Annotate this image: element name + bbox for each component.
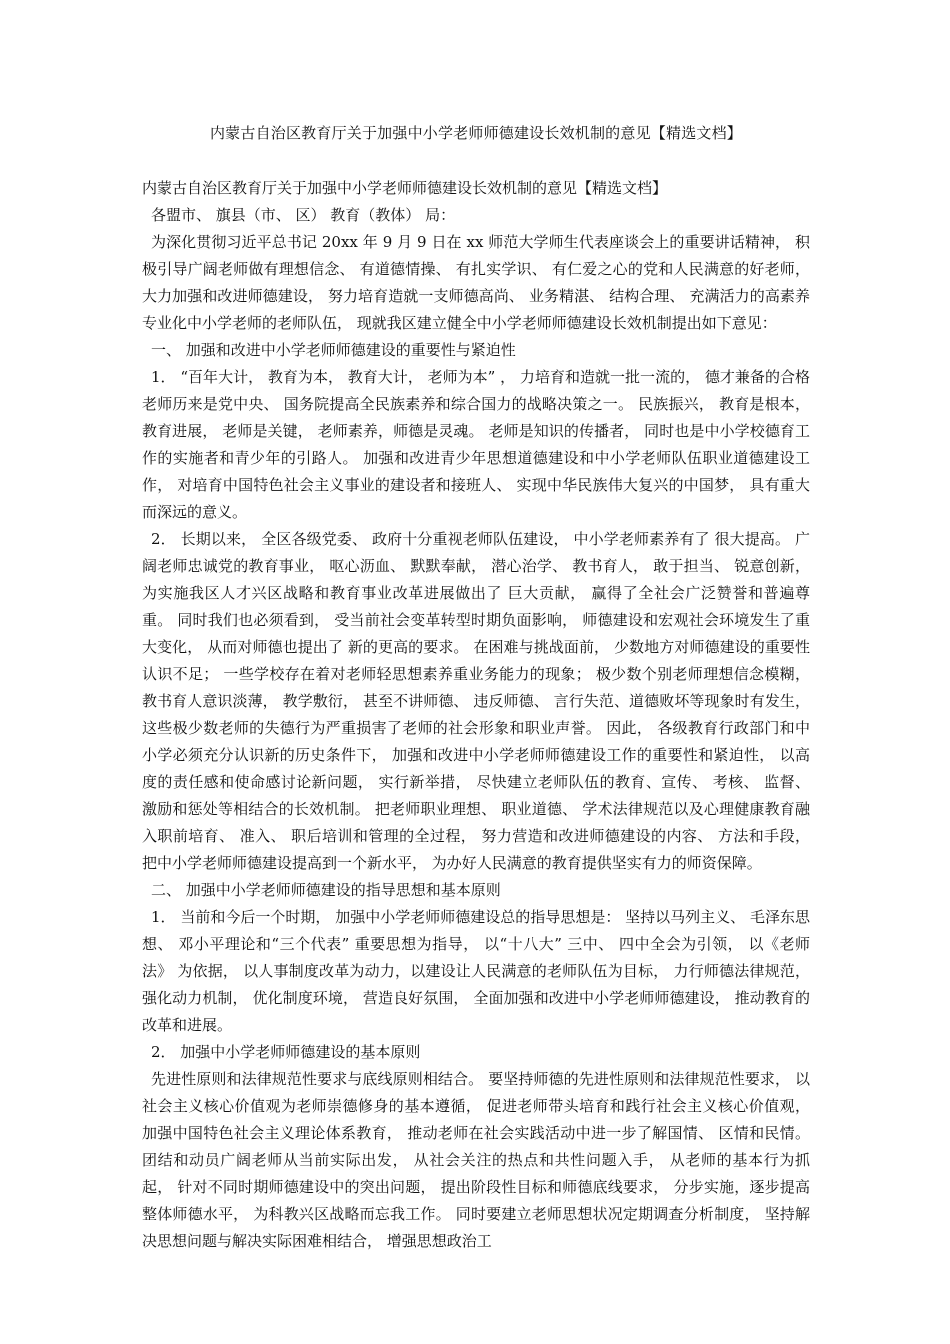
subsection-heading-2-2: 2． 加强中小学老师师德建设的基本原则 [151,1043,421,1061]
paragraph-2-1: 1． 当前和今后一个时期， 加强中小学老师师德建设总的指导思想是： 坚持以马列主义、 毛泽东思想、 邓小平理论和“三个代表” 重要思想为指导， 以“十八大” 三中、 四中全会为引领， 以《老师法》 为依据， 以人事制度改革为动力，以建设让人民满意的老师队伍为目标， 力行师德法律规范， 强化动力机制， 优化制度环境， 营造良好氛围， 全面加强和改进中小学老师师德建设， 推动教育的改革和进展。 [142,908,810,1034]
document-body [142,175,810,1255]
document-title: 内蒙古自治区教育厅关于加强中小学老师师德建设长效机制的意见【精选文档】 [209,124,742,142]
paragraph-intro: 为深化贯彻习近平总书记 20xx 年 9 月 9 日在 xx 师范大学师生代表座谈会上的重要讲话精神， 积极引导广阔老师做有理想信念、 有道德情操、 有扎实学识、 有仁爱之心的党和人民满意的好老师， 大力加强和改进师德建设， 努力培育造就一支师德高尚、 业务精湛、 结构合理、 充满活力的高素养专业化中小学老师的老师队伍， 现就我区建立健全中小学老师师德建设长效机制提出如下意见： [142,233,810,332]
section-heading-2: 二、 加强中小学老师师德建设的指导思想和基本原则 [151,881,501,899]
paragraph-1-2: 2． 长期以来， 全区各级党委、 政府十分重视老师队伍建设， 中小学老师素养有了 很大提高。 广阔老师忠诚党的教育事业， 呕心沥血、 默默奉献， 潜心治学、 教书育人， 敢于担当、 锐意创新， 为实施我区人才兴区战略和教育事业改革进展做出了 巨大贡献， 赢得了全社会广泛赞誉和普遍尊重。 同时我们也必须看到， 受当前社会变革转型时期负面影响， 师德建设和宏观社会环境发生了重大变化， 从而对师德也提出了 新的更高的要求。 在困难与挑战面前， 少数地方对师德建设的重要性认识不足； 一些学校存在着对老师轻思想素养重业务能力的现象； 极少数个别老师理想信念模糊， 教书育人意识淡薄， 教学敷衍， 甚至不讲师德、 违反师德、 言行失范、道德败坏等现象时有发生， 这些极少数老师的失德行为严重损害了老师的社会形象和职业声誉。 因此， 各级教育行政部门和中小学必须充分认识新的历史条件下， 加强和改进中小学老师师德建设工作的重要性和紧迫性， 以高度的责任感和使命感讨论新问题， 实行新举措， 尽快建立老师队伍的教育、宣传、 考核、 监督、 激励和惩处等相结合的长效机制。 把老师职业理想、 职业道德、 学术法律规范以及心理健康教育融入职前培育、 准入、 职后培训和管理的全过程， 努力营造和改进师德建设的内容、 方法和手段， 把中小学老师师德建设提高到一个新水平， 为办好人民满意的教育提供坚实有力的师资保障。 [142,530,810,872]
section-heading-1: 一、 加强和改进中小学老师师德建设的重要性与紧迫性 [151,341,516,359]
document-subtitle: 内蒙古自治区教育厅关于加强中小学老师师德建设长效机制的意见【精选文档】 [142,179,668,197]
salutation: 各盟市、 旗县（市、 区） 教育（教体） 局： [151,206,456,224]
paragraph-2-2: 先进性原则和法律规范性要求与底线原则相结合。 要坚持师德的先进性原则和法律规范性要求， 以社会主义核心价值观为老师崇德修身的基本遵循， 促进老师带头培育和践行社会主义核心价值观， 加强中国特色社会主义理论体系教育， 推动老师在社会实践活动中进一步了解国情、 区情和民情。 团结和动员广阔老师从当前实际出发， 从社会关注的热点和共性问题入手， 从老师的基本行为抓起， 针对不同时期师德建设中的突出问题， 提出阶段性目标和师德底线要求， 分步实施，逐步提高整体师德水平， 为科教兴区战略而忘我工作。 同时要建立老师思想状况定期调查分析制度， 坚持解决思想问题与解决实际困难相结合， 增强思想政治工 [142,1070,810,1250]
paragraph-1-1: 1． “百年大计， 教育为本， 教育大计， 老师为本” ， 力培育和造就一批一流的， 德才兼备的合格老师历来是党中央、 国务院提高全民族素养和综合国力的战略决策之一。 民族振兴， 教育是根本， 教育进展， 老师是关键， 老师素养，师德是灵魂。 老师是知识的传播者， 同时也是中小学校德育工作的实施者和青少年的引路人。 加强和改进青少年思想道德建设和中小学老师队伍职业道德建设工作， 对培育中国特色社会主义事业的建设者和接班人、 实现中华民族伟大复兴的中国梦， 具有重大而深远的意义。 [142,368,810,521]
